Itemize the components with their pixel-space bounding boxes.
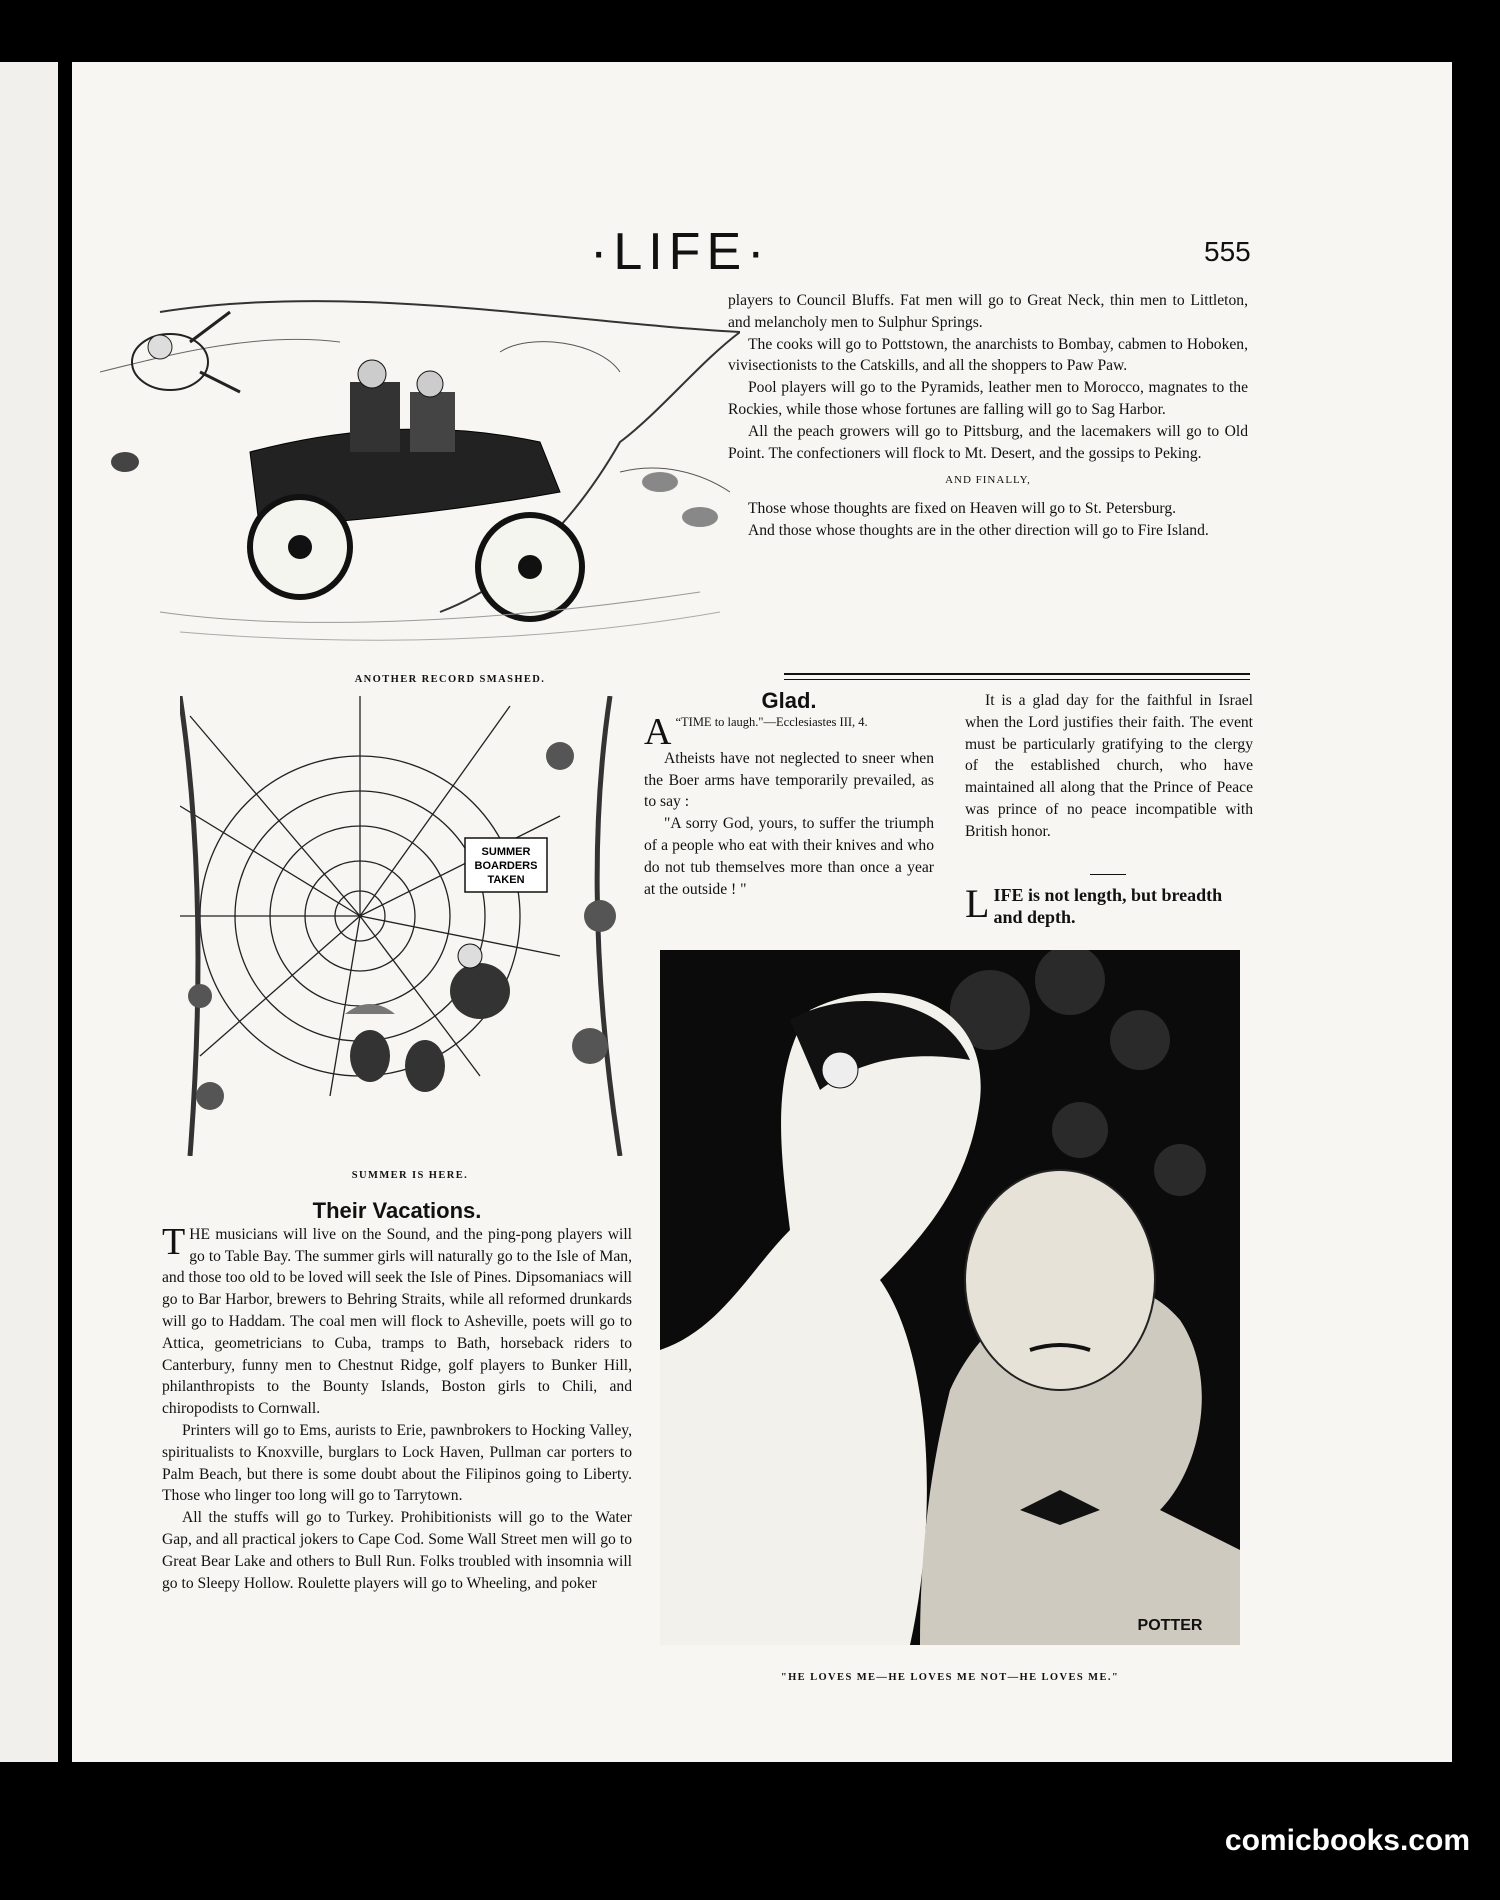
vacations-cont-p3: Pool players will go to the Pyramids, leather men to Morocco, magnates to the Rockies, while those whose fortunes are falling will go to Sag Harbor. [728,379,1248,418]
motto [965,881,1255,928]
spider-caption: SUMMER IS HERE. [351,1170,469,1181]
vacations-article [162,1200,632,1594]
car-illustration [100,292,740,662]
vacations-p3: All the stuffs will go to Turkey. Prohibitionists will go to the Water Gap, and all practical jokers to Cape Cod. Some Wall Street men will go to Great Bear Lake and others to Bull Run. Folks troubled with insomnia will go to Sleepy Hollow. Roulette players will go to Wheeling, and poker [162,1509,632,1592]
glad-epigraph: “ A TIME to laugh."—Ecclesiastes III, 4. [644,710,868,753]
portrait-illustration [660,950,1240,1645]
vacations-dropcap: T [162,1220,186,1263]
vacations-continued [728,290,1248,542]
sign-line-2: BOARDERS [474,860,538,872]
glad-p1: Atheists have not neglected to sneer when the Boer arms have temporarily prevailed, as to say : [644,749,934,811]
motto-text: IFE is not length, but breadth and depth. [993,885,1223,927]
sign-line-1: SUMMER [481,846,531,858]
artist-signature: POTTER [1137,1617,1203,1634]
page-number: 555 [1204,236,1251,267]
glad-title: Glad. [761,688,817,713]
vacations-cont-p4: All the peach growers will go to Pittsburg, and the lacemakers will go to Old Point. The confectioners will flock to Mt. Desert, and the gossips to Peking. [728,422,1248,462]
spider-web-illustration [180,696,640,1156]
vacations-p2: Printers will go to Ems, aurists to Erie, pawnbrokers to Hocking Valley, spiritualists to Knoxville, burglars to Lock Haven, Pullman car porters to Palm Beach, but there is some doubt about the Filipinos going to Liberty. Those who linger too long will go to Tarrytown. [162,1421,632,1505]
portrait-caption: "HE LOVES ME—HE LOVES ME NOT—HE LOVES ME." [780,1672,1120,1683]
motto-dropcap: L [965,881,990,926]
facing-page-edge [0,62,58,1762]
glad-article-col2 [965,690,1253,843]
vacations-cont-p1: players to Council Bluffs. Fat men will go to Great Neck, thin men to Littleton, and melancholy men to Sulphur Springs. [728,292,1248,331]
glad-dropcap: A [644,710,672,753]
glad-p3: It is a glad day for the faithful in Israel when the Lord justifies their faith. The event must be particularly gratifying to the clergy of the established church, who have maintained all along that the Prince of Peace was prince of no peace incompatible with British honor. [965,692,1253,840]
vacations-cont-p2: The cooks will go to Pottstown, the anarchists to Bombay, cabmen to Hoboken, vivisectionists to the Catskills, and all the shoppers to Paw Paw. [728,335,1248,375]
watermark: comicbooks.com [1224,1824,1470,1857]
car-caption: ANOTHER RECORD SMASHED. [354,674,546,685]
sign-line-3: TAKEN [487,874,525,886]
vacations-p1: THE musicians will live on the Sound, and the ping-pong players will go to Table Bay. The summer girls will naturally go to the Isle of Man, and those too old to be loved will seek the Isle of Pines. Dipsomaniacs will go to Bar Harbor, brewers to Behring Straits, while all reformed drunkards will go to Haddam. The coal men will flock to Asheville, poets will go to Attica, geometricians to Cuba, tramps to Bath, horseback riders to Canterbury, funny men to Chestnut Ridge, golf players to Bunker Hill, philanthropists to the Bounty Islands, Boston girls to Chili, and chiropodists to Cornwall. [162,1220,632,1418]
masthead: ·LIFE· [590,223,771,281]
motto-rule [1090,874,1126,875]
section-rule-thin [784,679,1250,680]
glad-p2: "A sorry God, yours, to suffer the triumph of a people who eat with their knives and who do not tub themselves more than once a year at the outside ! " [644,815,934,898]
vacations-cont-p6: And those whose thoughts are in the other direction will go to Fire Island. [748,521,1209,539]
vacations-cont-p5: Those whose thoughts are fixed on Heaven will go to St. Petersburg. [748,500,1177,518]
and-finally: AND FINALLY, [945,474,1031,487]
glad-article [644,690,934,900]
section-rule [784,673,1250,675]
vacations-title: Their Vacations. [312,1198,482,1223]
